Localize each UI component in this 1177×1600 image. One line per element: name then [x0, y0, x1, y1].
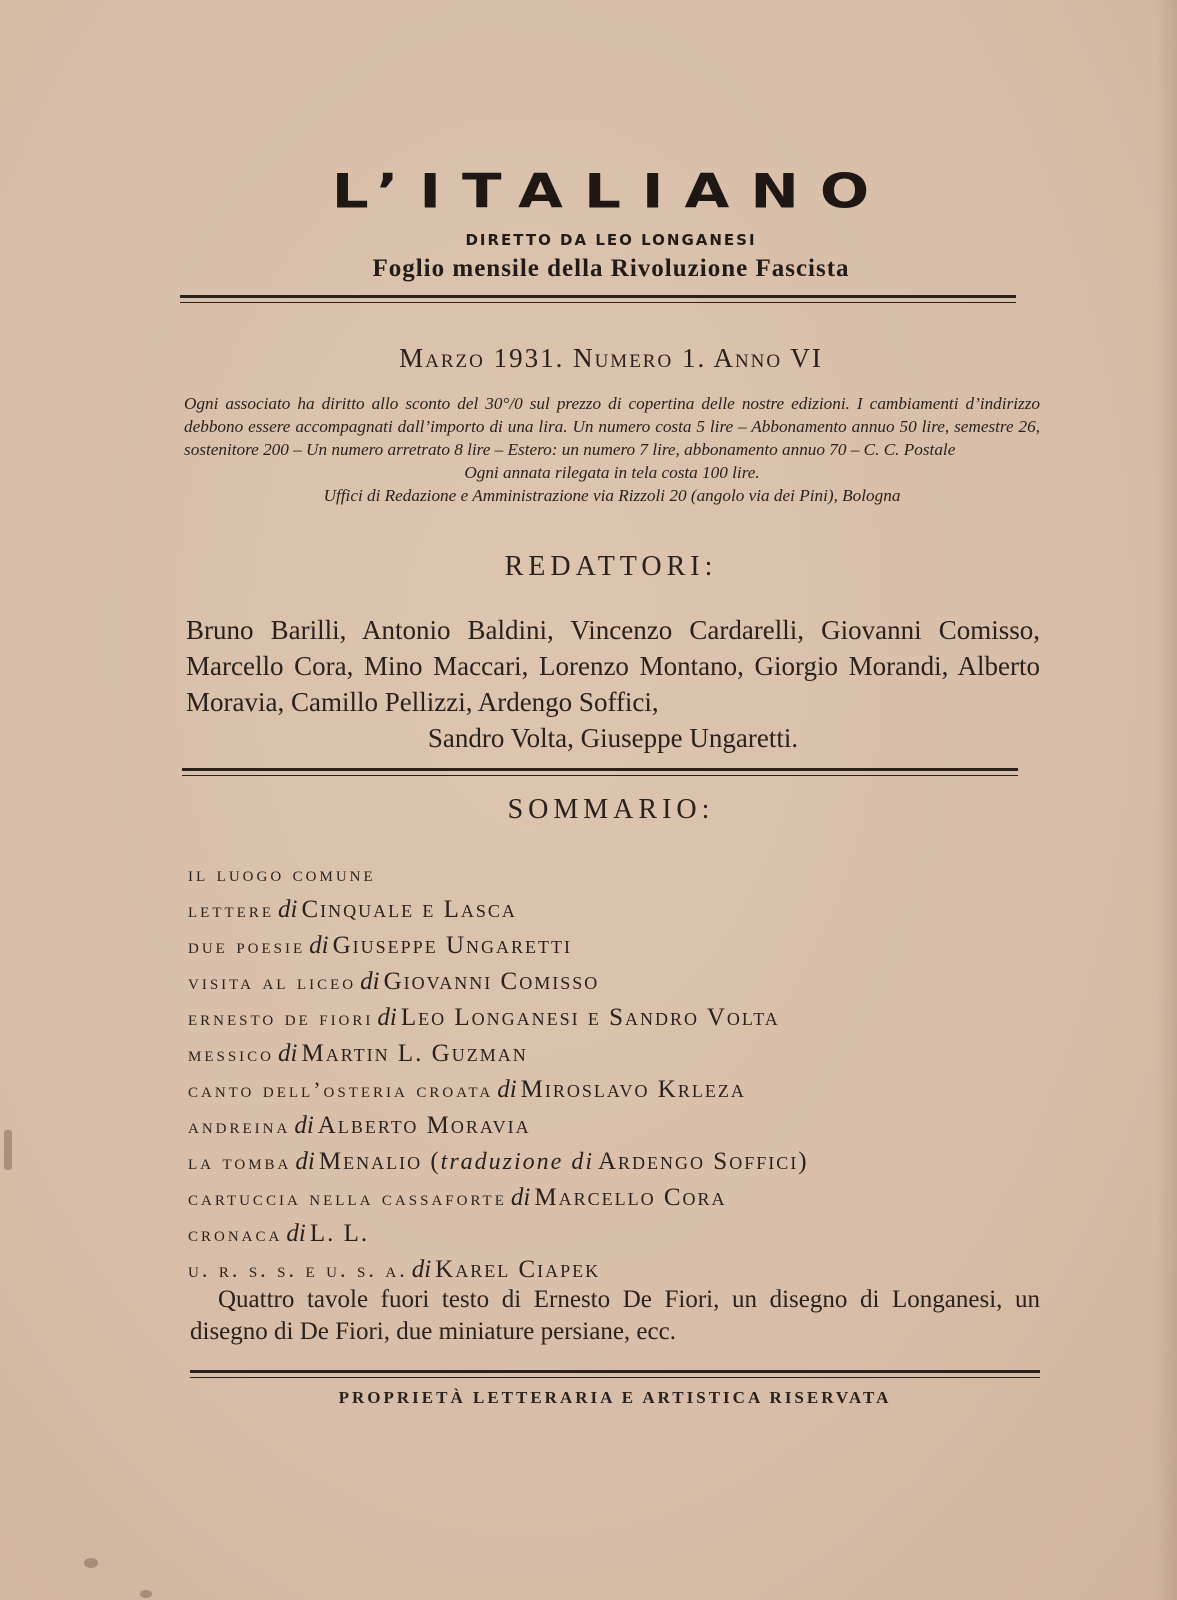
subscription-info — [184, 392, 1040, 507]
contents-heading: SOMMARIO: — [507, 794, 715, 825]
contents-author: Cinquale e Lasca — [301, 896, 517, 923]
editors-text: Bruno Barilli, Antonio Baldini, Vincenzo Cardarelli, Giovanni Comisso, Marcello Cora, Mino Maccari, Lorenzo Montano, Giorgio Morandi, Alberto Moravia, Camillo Pellizzi, Ardengo Soffici, — [186, 615, 1040, 717]
contents-title: ernesto de fiori — [188, 1005, 374, 1030]
contents-di: di — [411, 1256, 432, 1283]
header-rule-thin — [180, 302, 1016, 303]
rights-notice: PROPRIETÀ LETTERARIA E ARTISTICA RISERVATA — [338, 1388, 892, 1407]
contents-author: Martin L. Guzman — [301, 1040, 528, 1067]
editors-rule-thin — [182, 775, 1018, 776]
contents-author: Karel Ciapek — [435, 1256, 601, 1283]
director-line: DIRETTO DA LEO LONGANESI — [465, 231, 757, 249]
contents-item — [188, 1144, 1028, 1180]
contents-item — [188, 1000, 1028, 1036]
contents-di: di — [278, 1040, 298, 1067]
contents-item — [188, 1216, 1028, 1252]
paper-stain — [140, 1590, 152, 1598]
contents-title: u. r. s. s. e u. s. a. — [188, 1257, 408, 1282]
editors-list — [186, 612, 1040, 756]
contents-author: Marcello Cora — [534, 1184, 727, 1211]
footer-rule — [190, 1370, 1040, 1373]
contents-translator: Ardengo Soffici) — [598, 1148, 809, 1175]
contents-di: di — [497, 1076, 517, 1103]
contents-author: L. L. — [309, 1220, 370, 1247]
contents-title: il luogo comune — [188, 861, 376, 886]
contents-translation-note: traduzione di — [440, 1149, 594, 1175]
contents-item — [188, 1036, 1028, 1072]
contents-author: Menalio ( — [318, 1148, 441, 1175]
contents-title: canto dell’osteria croata — [188, 1077, 494, 1102]
contents-item — [188, 892, 1028, 928]
contents-item — [188, 1108, 1028, 1144]
footer-rule-thin — [190, 1377, 1040, 1378]
contents-di: di — [277, 896, 298, 923]
contents-title: cartuccia nella cassaforte — [188, 1185, 507, 1210]
contents-di: di — [309, 932, 329, 959]
contents-title: lettere — [188, 897, 274, 922]
paper-stain — [84, 1558, 98, 1568]
contents-item — [188, 1180, 1028, 1216]
contents-item — [188, 928, 1028, 964]
contents-item — [188, 856, 1028, 892]
contents-di: di — [377, 1004, 397, 1031]
subtitle: Foglio mensile della Rivoluzione Fascista — [372, 255, 850, 282]
contents-author: Giuseppe Ungaretti — [332, 932, 572, 959]
contents-item — [188, 964, 1028, 1000]
contents-title: messico — [188, 1041, 275, 1066]
contents-author: Giovanni Comisso — [383, 968, 600, 995]
contents-author: Alberto Moravia — [317, 1112, 531, 1139]
contents-author: Miroslavo Krleza — [520, 1076, 746, 1103]
page-edge-shadow — [1155, 0, 1177, 1600]
contents-di: di — [360, 968, 380, 995]
contents-title: andreina — [188, 1113, 291, 1138]
offices-address: Uffici di Redazione e Amministrazione via Rizzoli 20 (angolo via dei Pini), Bologna — [323, 486, 901, 505]
bound-volume-price: Ogni annata rilegata in tela costa 100 lire. — [464, 463, 760, 482]
contents-di: di — [286, 1220, 306, 1247]
plates-note: Quattro tavole fuori testo di Ernesto De Fiori, un disegno di Longanesi, un disegno di De Fiori, due miniature persiane, ecc. — [190, 1286, 1040, 1345]
paper-stain — [4, 1130, 12, 1170]
header-rule — [180, 295, 1016, 298]
editors-heading: REDATTORI: — [504, 551, 718, 582]
contents-title: cronaca — [188, 1221, 283, 1246]
contents-di: di — [510, 1184, 531, 1211]
contents-title: visita al liceo — [188, 969, 357, 994]
editors-last-line: Sandro Volta, Giuseppe Ungaretti. — [427, 723, 799, 753]
editors-rule — [182, 768, 1018, 771]
contents-title: la tomba — [188, 1149, 292, 1174]
masthead-title: L’ITALIANO — [331, 163, 891, 219]
contents-item — [188, 1072, 1028, 1108]
contents-di: di — [295, 1148, 315, 1175]
contents-item — [188, 1252, 1028, 1288]
contents-di: di — [294, 1112, 314, 1139]
contents-list — [188, 856, 1028, 1288]
contents-author: Leo Longanesi e Sandro Volta — [400, 1004, 780, 1031]
subscription-paragraph: Ogni associato ha diritto allo sconto del 30°/0 sul prezzo di copertina delle nostre edizioni. I cambiamenti d’indirizzo debbono essere accompagnati dall’importo di una lira. Un numero costa 5 lire – Abbonamento annuo 50 lire, semestre 26, sostenitore 200 – Un numero arretrato 8 lire – Estero: un numero 7 lire, abbonamento annuo 70 – C. C. Postale — [184, 394, 1040, 459]
contents-title: due poesie — [188, 933, 306, 958]
issue-line: Marzo 1931. Numero 1. Anno VI — [399, 343, 823, 373]
